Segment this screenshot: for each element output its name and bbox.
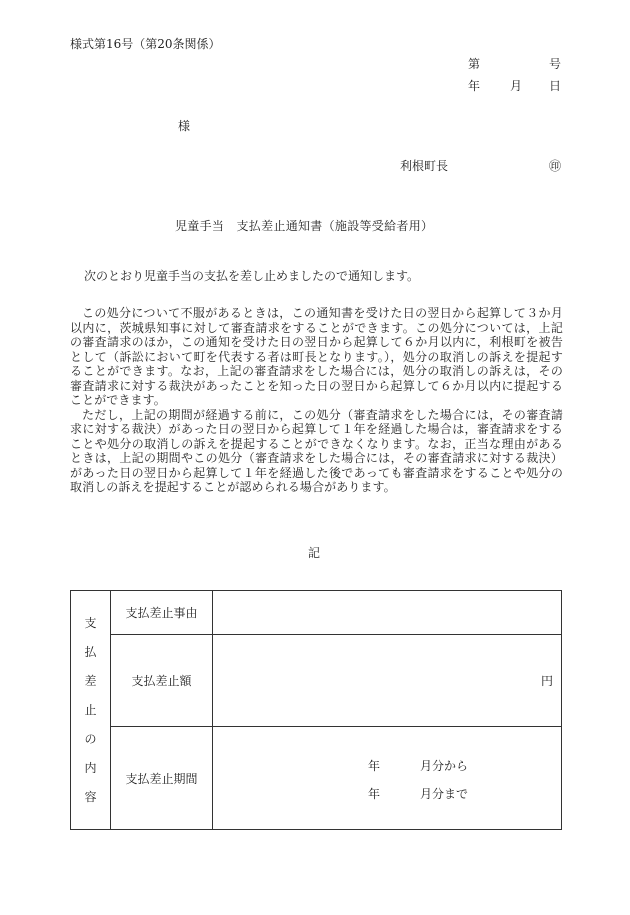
period-from-month: 月分から xyxy=(420,759,469,773)
date-month-label: 月 xyxy=(510,79,523,93)
document-title: 児童手当 支払差止通知書（施設等受給者用） xyxy=(175,219,434,233)
date-day-label: 日 xyxy=(549,79,562,93)
amount-label: 支払差止額 xyxy=(111,635,213,727)
period-to-month: 月分まで xyxy=(420,787,469,801)
reason-value-field[interactable] xyxy=(213,591,562,635)
period-value-field[interactable] xyxy=(213,727,562,830)
ki-heading: 記 xyxy=(308,546,321,560)
group-label-char: 内 xyxy=(84,760,97,775)
table-row-period xyxy=(71,727,562,830)
group-label-char: 容 xyxy=(84,789,97,804)
period-to-year: 年 xyxy=(368,787,381,801)
table-row-amount xyxy=(71,635,562,727)
doc-number-prefix: 第 xyxy=(468,57,481,71)
appeal-paragraph-2: ただし，上記の期間が経過する前に，この処分（審査請求をした場合には，その審査請求に対する裁決）があった日の翌日から起算して１年を経過した場合は，審査請求をすることや処分の取消しの訴えを提起することができなくなります。なお，正当な理由があるときは，上記の期間やこの処分（審査請求をした場合には，その審査請求に対する裁決）があった日の翌日から起算して１年を経過した後であっても審査請求をすることや処分の取消しの訴えを提起することが認められる場合があります。 xyxy=(70,407,563,494)
group-label-char: 払 xyxy=(84,644,97,659)
addressee-honorific: 様 xyxy=(178,119,191,133)
table-row-reason xyxy=(71,591,562,635)
group-label-char: 止 xyxy=(84,702,97,717)
period-from-year: 年 xyxy=(368,759,381,773)
group-label-char: の xyxy=(84,731,97,746)
amount-value-field[interactable] xyxy=(213,635,562,727)
amount-unit: 円 xyxy=(540,674,553,688)
group-label-char: 支 xyxy=(84,615,97,630)
reason-label: 支払差止事由 xyxy=(111,591,213,635)
doc-number-suffix: 号 xyxy=(549,57,562,71)
appeal-paragraph-1: この処分について不服があるときは，この通知書を受けた日の翌日から起算して３か月以内に，茨城県知事に対して審査請求をすることができます。この処分については，上記の審査請求のほか，この通知を受けた日の翌日から起算して６か月以内に，利根町を被告として（訴訟において町を代表する者は町長となります。），処分の取消しの訴えを提起することができます。なお，上記の審査請求をした場合には，処分の取消しの訴えは，その審査請求に対する裁決があったことを知った日の翌日から起算して６か月以内に提起することができます。 xyxy=(70,306,563,407)
appeal-notice xyxy=(70,306,563,495)
date-year-label: 年 xyxy=(468,79,481,93)
sender-name: 利根町長 xyxy=(400,159,449,173)
group-label-char: 差 xyxy=(84,673,97,688)
intro-text: 次のとおり児童手当の支払を差し止めましたので通知します。 xyxy=(84,269,420,283)
group-label xyxy=(71,591,111,830)
seal-mark: ㊞ xyxy=(549,159,562,173)
detail-table xyxy=(70,590,562,830)
period-label: 支払差止期間 xyxy=(111,727,213,830)
form-number: 様式第16号（第20条関係） xyxy=(70,37,221,51)
